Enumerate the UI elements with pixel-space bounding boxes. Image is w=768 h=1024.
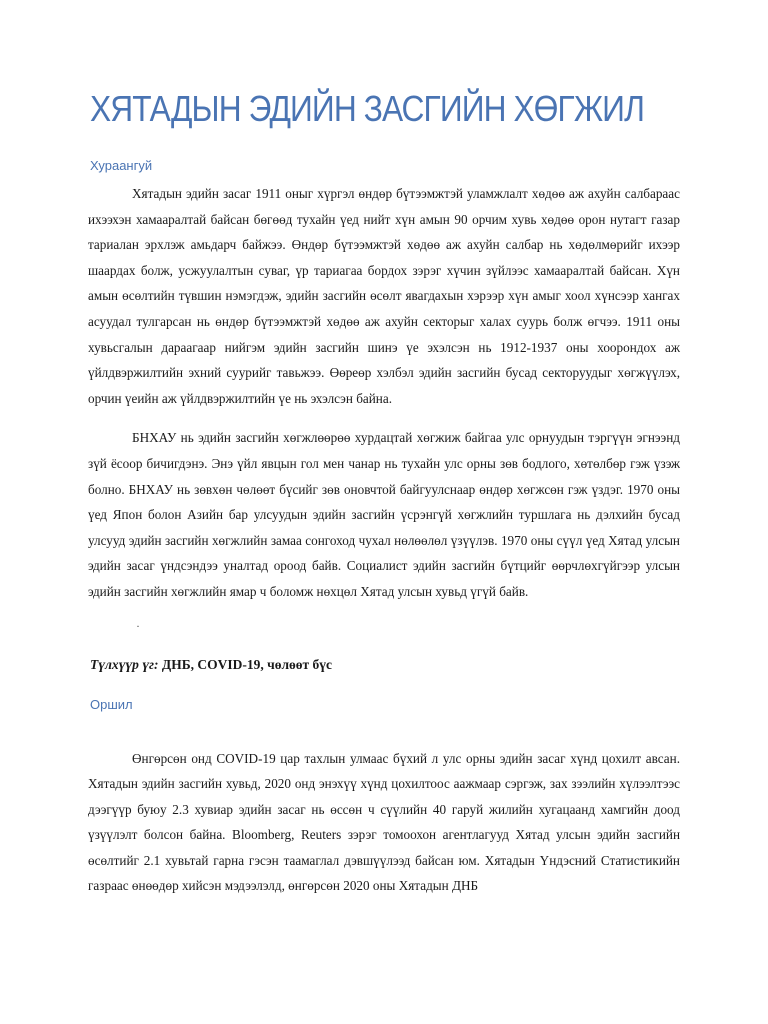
abstract-paragraph-2: БНХАУ нь эдийн засгийн хөгжлөөрөө хурдацтай хөгжиж байгаа улс орнуудын тэргүүн эгнээнд зүй ёсоор бичигдэнэ. Энэ үйл явцын гол мен чанар нь тухайн улс орны зөв бодлого, хөтөлбөр гэж үзэж болно. БНХАУ нь зөвхөн чөлөөт бүсийг зөв оновчтой байгуулснаар өндөр хөгжсөн гэж үздэг. 1970 оны үед Япон болон Азийн бар улсуудын эдийн засгийн үсрэнгүй хөгжлийн туршлага нь дэлхийн бусад улсууд эдийн засгийн хөгжлийн замаа сонгоход чухал нөлөөлөл үзүүлэв. 1970 оны сүүл үед Хятад улсын эдийн засаг үндсэндээ уналтад ороод байв. Социалист эдийн засгийн бүтцийг өөрчлөхгүйгээр улсын эдийн засгийн хөгжлийн ямар ч боломж нөхцөл Хятад улсын хувьд үгүй байв. — [88, 430, 680, 599]
abstract-paragraph-1: Хятадын эдийн засаг 1911 оныг хүргэл өндөр бүтээмжтэй уламжлалт хөдөө аж ахуйн салбараас ихээхэн хамааралтай байсан бөгөөд тухайн үед нийт хүн амын 90 орчим хувь хөдөө орон нутагт газар тариалан эрхлэж амьдарч байжээ. Өндөр бүтээмжтэй хөдөө аж ахуйн салбар нь хөдөлмөрийг ихээр шаардах болж, усжуулалтын суваг, үр тариагаа бордох зэрэг хүчин зүйлээс хамааралтай байсан. Хүн амын өсөлтийн түвшин нэмэгдэж, эдийн засгийн өсөлт явагдахын хэрээр хүн амыг хоол хүнсээр хангах асуудал тулгарсан нь өндөр бүтээмжтэй хөдөө аж ахуйн секторыг халах суурь болж өгчээ. 1911 оны хувьсгалын дараагаар нийгэм эдийн засгийн шинэ үе эхэлсэн нь 1912-1937 оны хоорондох аж үйлдвэржилтийн эхний суурийг тавьжээ. Өөреөр хэлбэл эдийн засгийн бусад секторуудыг хөгжүүлэх, орчин үеийн аж үйлдвэржилтийн үе нь эхэлсэн байна. — [88, 186, 680, 406]
intro-heading: Оршил — [90, 696, 133, 712]
keywords-text: ДНБ, COVID-19, чөлөөт бүс — [158, 656, 333, 672]
keywords-label: Түлхүүр үг: — [90, 656, 159, 672]
abstract-heading: Хураангуй — [90, 158, 153, 173]
intro-paragraph-1: Өнгөрсөн онд COVID-19 цар тахлын улмаас бүхий л улс орны эдийн засаг хүнд цохилт авсан. Хятадын эдийн засгийн хувьд, 2020 онд энэхүү хүнд цохилтоос аажмаар сэргэж, зах зээлийн хүлээлтээс дээгүүр буюу 2.3 хувиар эдийн засаг нь өссөн ч сүүлийн 40 гаруй жилийн хугацаанд хамгийн доод үзүүлэлт болсон байна. Bloomberg, Reuters зэрэг томоохон агентлагууд Хятад улсын эдийн засгийн өсөлтийг 2.1 хувьтай гарна гэсэн таамаглал дэвшүүлээд байсан юм. Хятадын Үндэсний Статистикийн газраас өнөөдөр хийсэн мэдээлэлд, өнгөрсөн 2020 оны Хятадын ДНБ — [88, 750, 680, 894]
keywords-line — [90, 657, 680, 673]
paragraph-spacer — [88, 411, 680, 425]
stray-mark: · — [136, 618, 140, 633]
page-title: ХЯТАДЫН ЭДИЙН ЗАСГИЙН ХӨГЖИЛ — [90, 88, 644, 129]
